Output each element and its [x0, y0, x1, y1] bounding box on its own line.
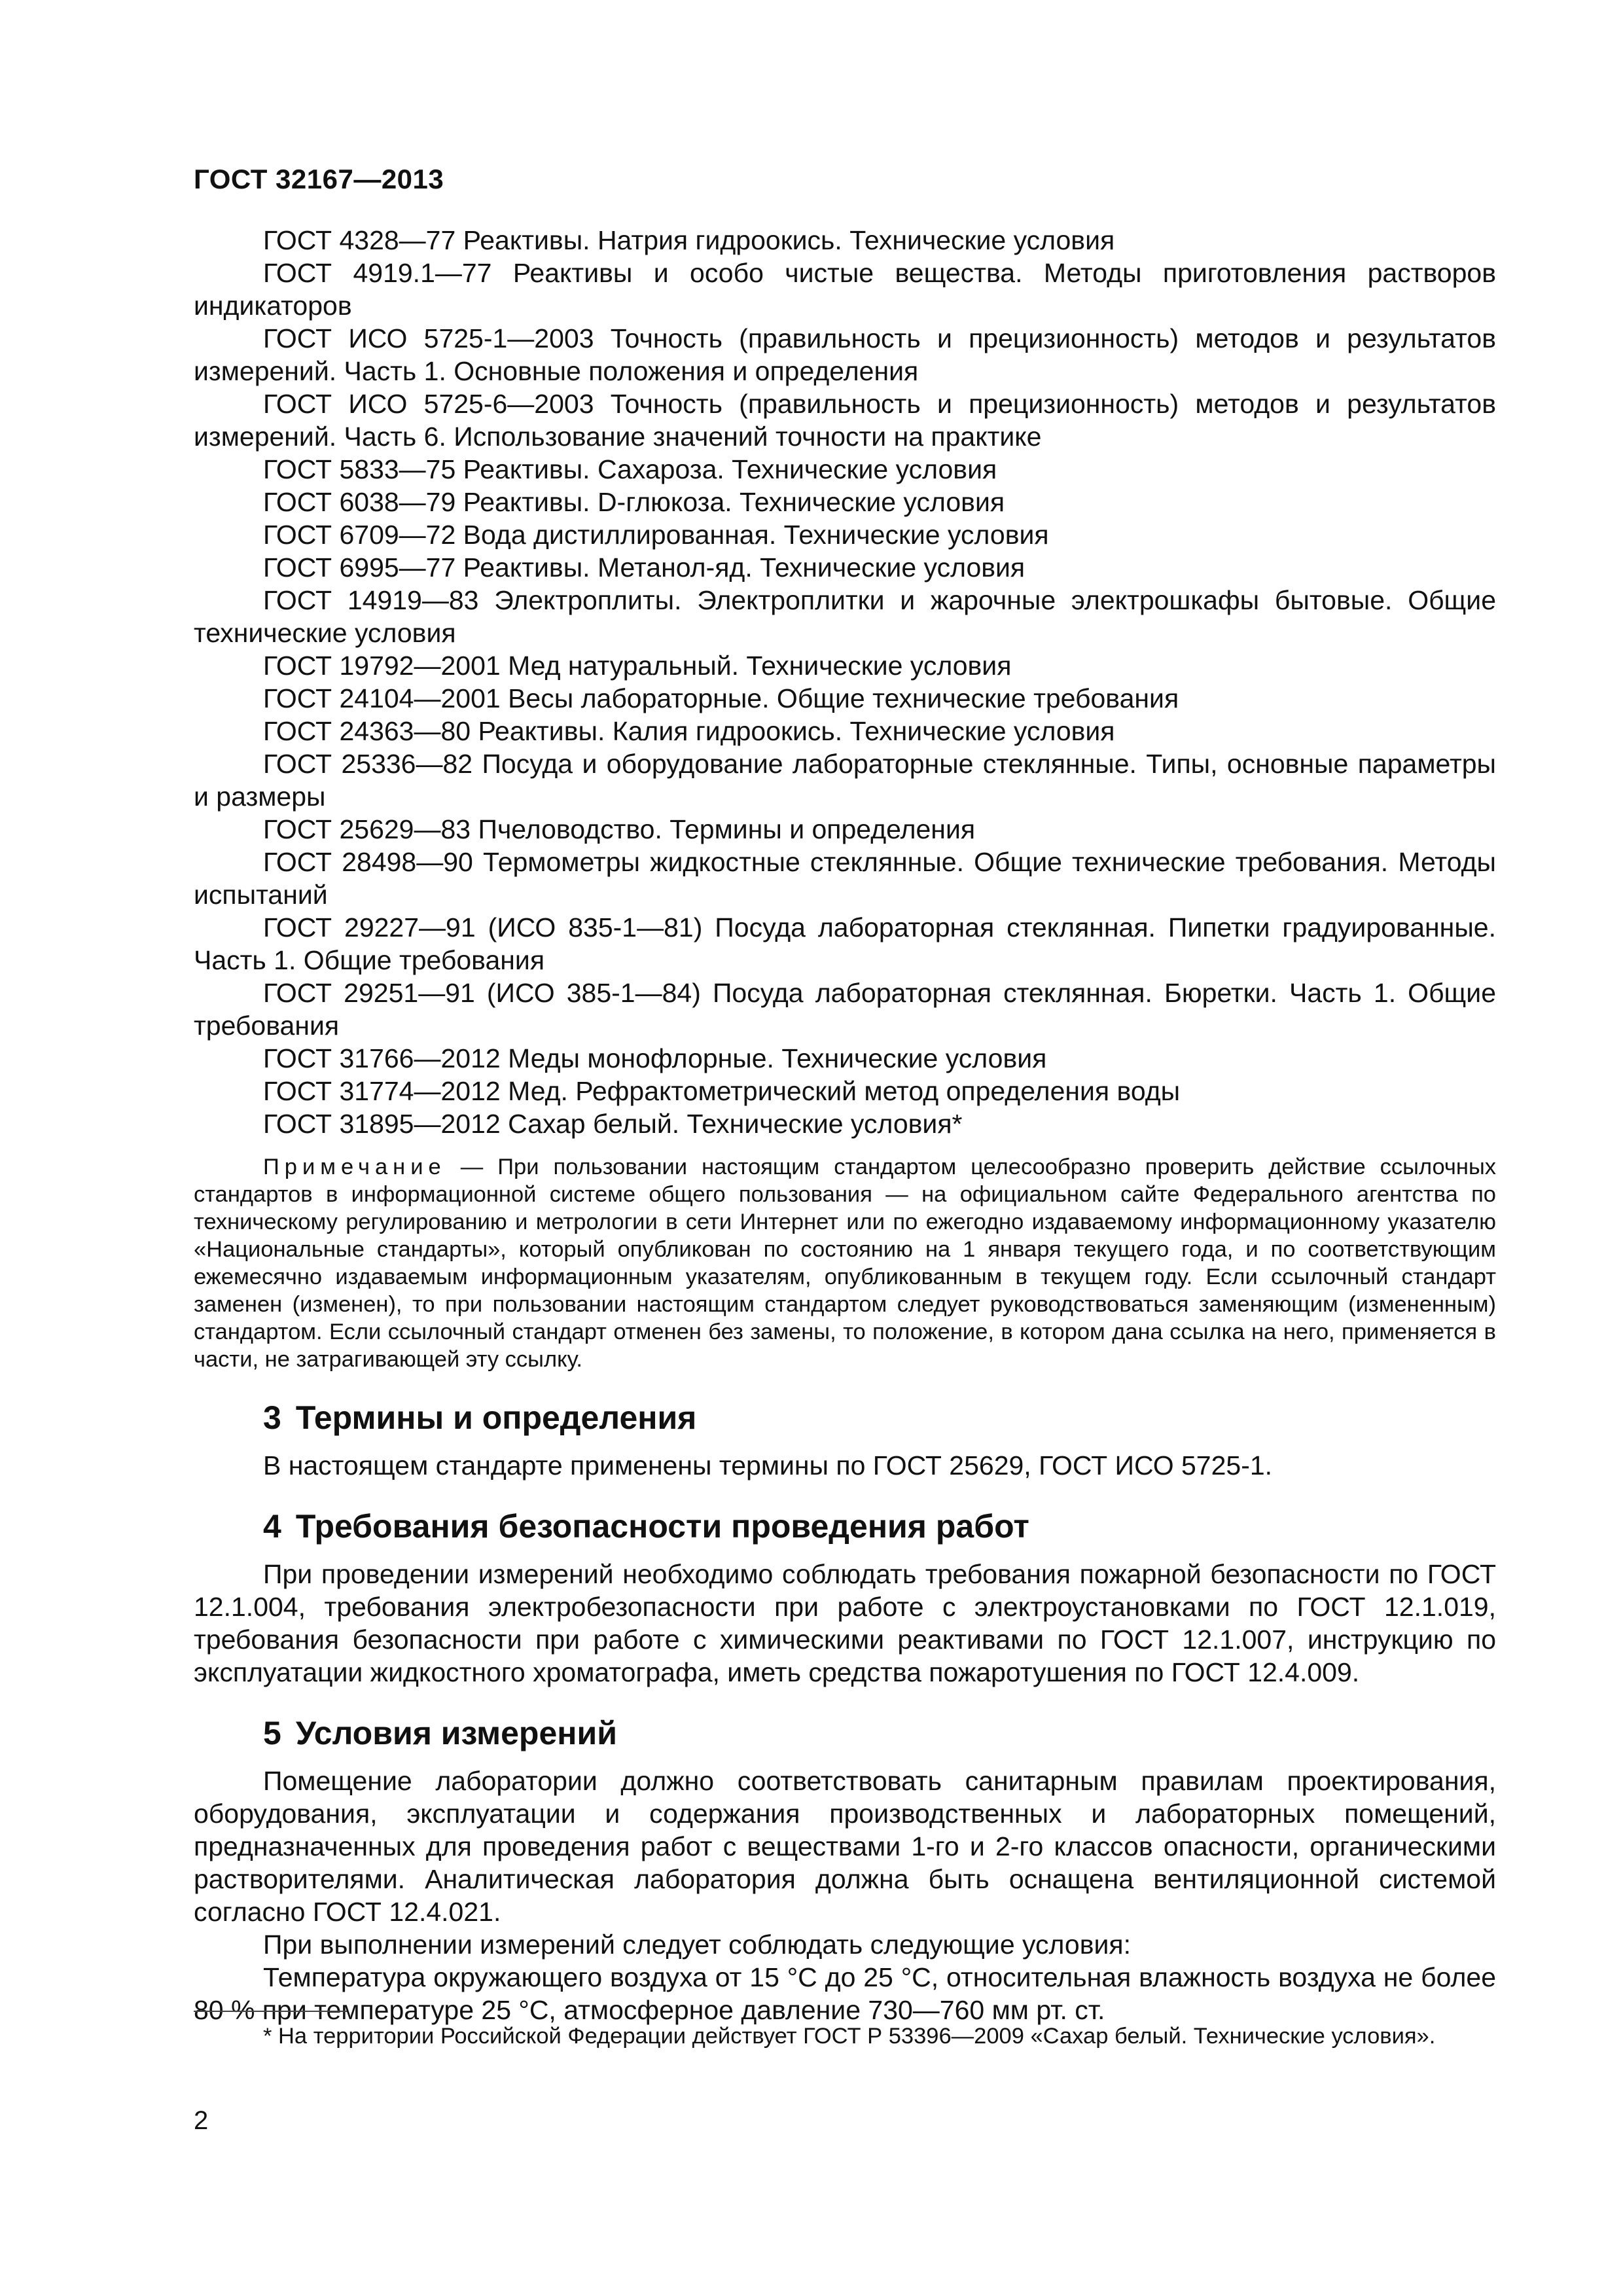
section-heading-3	[194, 1398, 1496, 1437]
section-title: Термины и определения	[295, 1399, 697, 1436]
footnote: * На территории Российской Федерации действует ГОСТ Р 53396—2009 «Сахар белый. Технические условия».	[263, 2024, 1436, 2049]
reference-item: ГОСТ 14919—83 Электроплиты. Электроплитки и жарочные электрошкафы бытовые. Общие технические условия	[194, 585, 1496, 648]
reference-item: ГОСТ ИСО 5725-6—2003 Точность (правильность и прецизионность) методов и результатов измерений. Часть 6. Использование значений точности на практике	[194, 389, 1496, 452]
section-title: Требования безопасности проведения работ	[295, 1508, 1029, 1545]
note-paragraph	[194, 1153, 1496, 1373]
reference-item: ГОСТ 4328—77 Реактивы. Натрия гидроокись. Технические условия	[263, 225, 1115, 255]
reference-item: ГОСТ 31774—2012 Мед. Рефрактометрический метод определения воды	[263, 1076, 1181, 1106]
reference-item: ГОСТ 29251—91 (ИСО 385-1—84) Посуда лабораторная стеклянная. Бюретки. Часть 1. Общие требования	[194, 978, 1496, 1041]
section-title: Условия измерений	[295, 1715, 617, 1751]
section-heading-4	[194, 1507, 1496, 1546]
reference-item: ГОСТ 24363—80 Реактивы. Калия гидроокись. Технические условия	[263, 716, 1115, 746]
reference-item: ГОСТ 25629—83 Пчеловодство. Термины и определения	[263, 814, 976, 844]
section-3-paragraph: В настоящем стандарте применены термины по ГОСТ 25629, ГОСТ ИСО 5725-1.	[263, 1450, 1273, 1480]
note-label: Примечание	[263, 1155, 446, 1179]
reference-item: ГОСТ 29227—91 (ИСО 835-1—81) Посуда лабораторная стеклянная. Пипетки градуированные. Часть 1. Общие требования	[194, 912, 1496, 975]
section-heading-5	[194, 1713, 1496, 1753]
normative-references-list	[194, 224, 1496, 1140]
reference-item: ГОСТ 6038—79 Реактивы. D-глюкоза. Технические условия	[263, 487, 1005, 517]
section-5-paragraph-3: Температура окружающего воздуха от 15 °С до 25 °С, относительная влажность воздуха не более 80 % при температуре 25 °С, атмосферное давление 730—760 мм рт. ст.	[194, 1962, 1496, 2025]
document-header: ГОСТ 32167—2013	[194, 164, 444, 194]
section-number: 5	[263, 1715, 281, 1751]
section-5-paragraph-2: При выполнении измерений следует соблюдать следующие условия:	[263, 1929, 1132, 1960]
reference-item: ГОСТ 31766—2012 Меды монофлорные. Технические условия	[263, 1043, 1047, 1073]
reference-item: ГОСТ 6709—72 Вода дистиллированная. Технические условия	[263, 520, 1049, 550]
reference-item: ГОСТ ИСО 5725-1—2003 Точность (правильность и прецизионность) методов и результатов измерений. Часть 1. Основные положения и определения	[194, 323, 1496, 386]
reference-item: ГОСТ 19792—2001 Мед натуральный. Технические условия	[263, 651, 1012, 681]
page-content	[194, 224, 1496, 2026]
footnote-divider	[194, 2011, 347, 2012]
reference-item: ГОСТ 4919.1—77 Реактивы и особо чистые вещества. Методы приготовления растворов индикаторов	[194, 258, 1496, 321]
reference-item: ГОСТ 24104—2001 Весы лабораторные. Общие технические требования	[263, 683, 1179, 713]
section-number: 4	[263, 1508, 281, 1545]
page-number: 2	[194, 2106, 209, 2135]
section-4-paragraph: При проведении измерений необходимо соблюдать требования пожарной безопасности по ГОСТ 12.1.004, требования электробезопасности при работе с электроустановками по ГОСТ 12.1.019, требования безопасности при работе с химическими реактивами по ГОСТ 12.1.007, инструкцию по эксплуатации жидкостного хроматографа, иметь средства пожаротушения по ГОСТ 12.4.009.	[194, 1559, 1496, 1687]
reference-item: ГОСТ 6995—77 Реактивы. Метанол-яд. Технические условия	[263, 552, 1026, 583]
reference-item: ГОСТ 31895—2012 Сахар белый. Технические условия*	[263, 1109, 963, 1139]
section-number: 3	[263, 1399, 281, 1436]
reference-item: ГОСТ 5833—75 Реактивы. Сахароза. Технические условия	[263, 454, 997, 484]
section-5-paragraph-1: Помещение лаборатории должно соответствовать санитарным правилам проектирования, оборудования, эксплуатации и содержания производственных и лабораторных помещений, предназначенных для проведения работ с веществами 1-го и 2-го классов опасности, органическими растворителями. Аналитическая лаборатория должна быть оснащена вентиляционной системой согласно ГОСТ 12.4.021.	[194, 1766, 1496, 1927]
reference-item: ГОСТ 25336—82 Посуда и оборудование лабораторные стеклянные. Типы, основные параметры и размеры	[194, 749, 1496, 812]
reference-item: ГОСТ 28498—90 Термометры жидкостные стеклянные. Общие технические требования. Методы испытаний	[194, 847, 1496, 910]
note-text: — При пользовании настоящим стандартом целесообразно проверить действие ссылочных стандартов в информационной системе общего пользования — на официальном сайте Федерального агентства по техническому регулированию и метрологии в сети Интернет или по ежегодно издаваемому информационному указателю «Национальные стандарты», который опубликован по состоянию на 1 января текущего года, и по соответствующим ежемесячно издаваемым информационным указателям, опубликованным в текущем году. Если ссылочный стандарт заменен (изменен), то при пользовании настоящим стандартом следует руководствоваться заменяющим (измененным) стандартом. Если ссылочный стандарт отменен без замены, то положение, в котором дана ссылка на него, применяется в части, не затрагивающей эту ссылку.	[194, 1155, 1496, 1372]
